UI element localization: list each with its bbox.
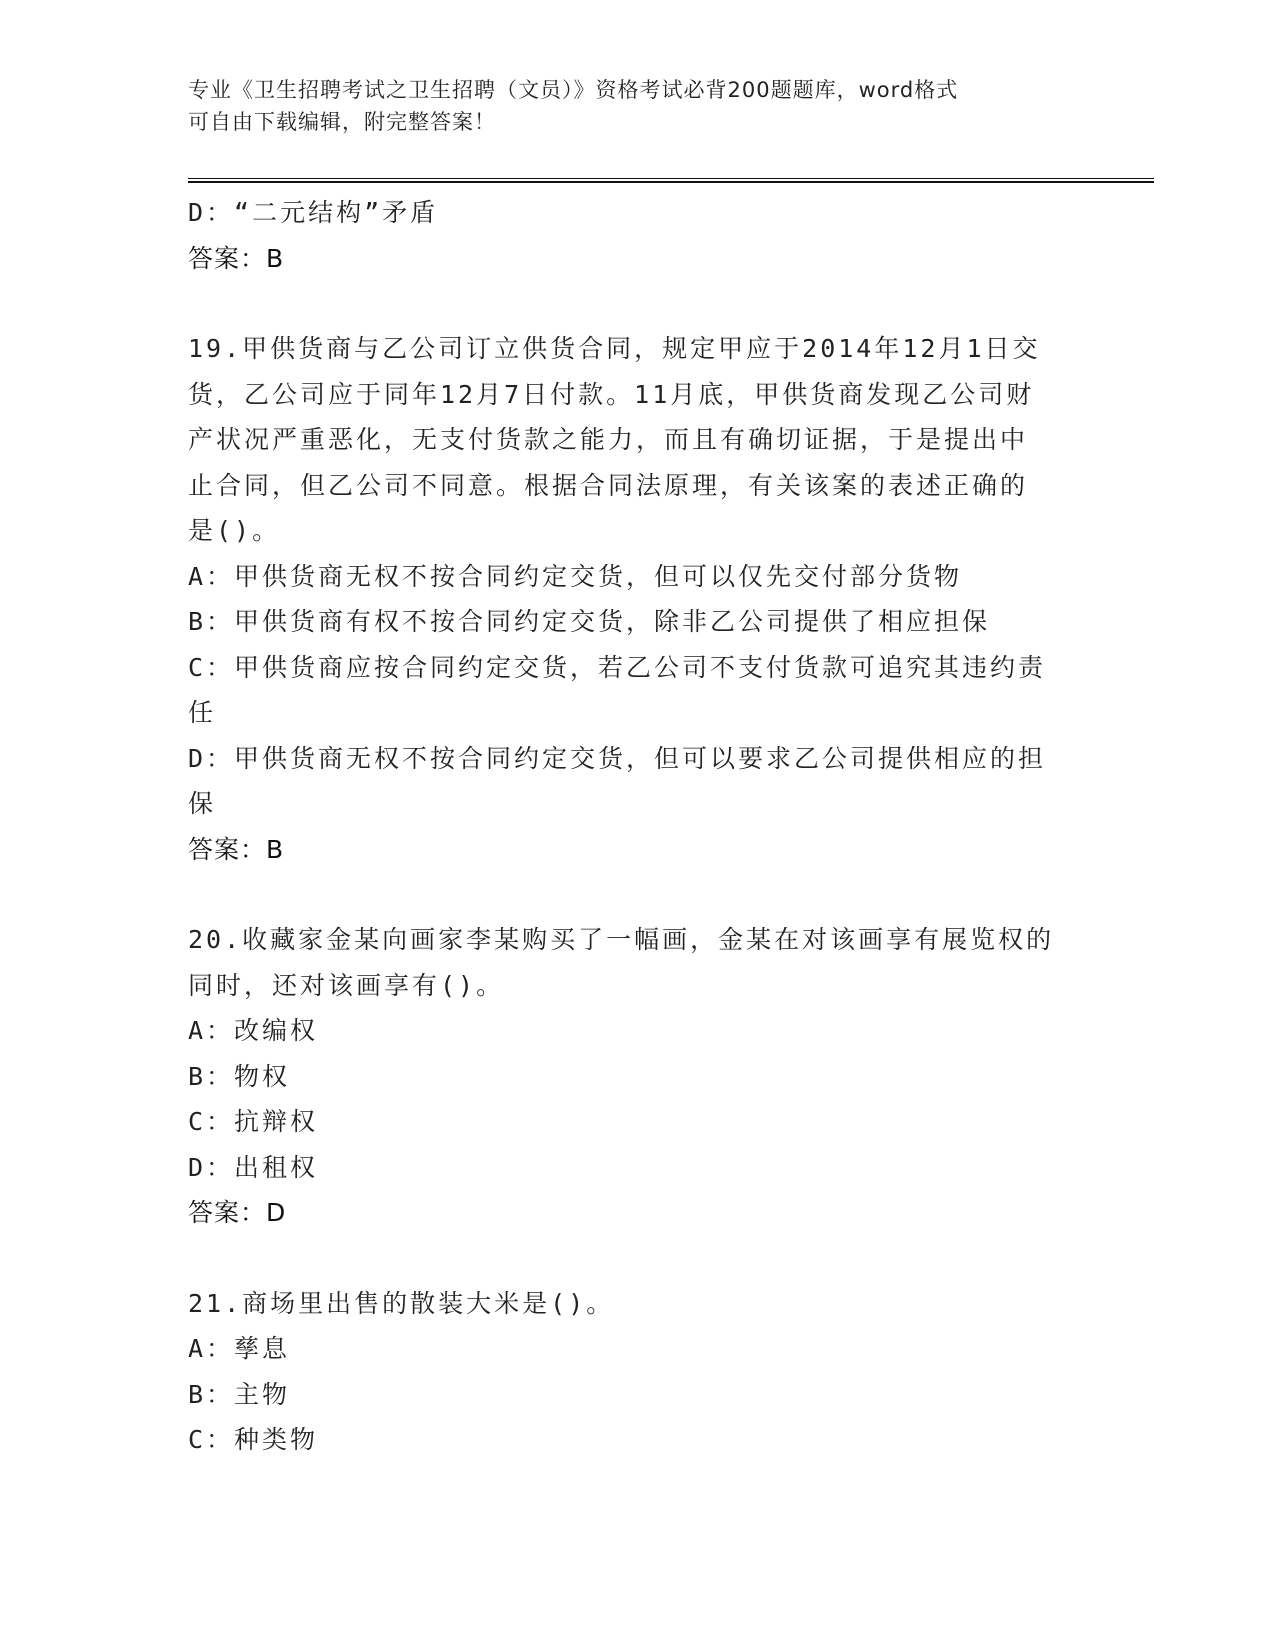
- question-content: [188, 190, 1088, 1463]
- block-spacer: [188, 281, 1088, 326]
- answer-line: 答案：B: [188, 243, 285, 273]
- block-spacer: [188, 872, 1088, 917]
- question-line: A：改编权: [188, 1016, 319, 1045]
- question-line: 任: [188, 698, 217, 727]
- question-line: 保: [188, 789, 217, 818]
- question-line: D：甲供货商无权不按合同约定交货，但可以要求乙公司提供相应的担: [188, 743, 1047, 773]
- question-line: 同时，还对该画享有()。: [188, 970, 505, 1000]
- answer-line: 答案：D: [188, 1198, 287, 1227]
- question-block: [188, 917, 1088, 1236]
- question-line: 21.商场里出售的散装大米是()。: [188, 1288, 615, 1318]
- question-line: 20.收藏家金某向画家李某购买了一幅画，金某在对该画享有展览权的: [188, 925, 1055, 954]
- header-line-2: 可自由下载编辑，附完整答案！: [188, 110, 496, 134]
- question-line: D：“二元结构”矛盾: [188, 198, 439, 227]
- question-block: [188, 190, 1088, 281]
- question-line: D：出租权: [188, 1152, 319, 1182]
- document-header: [188, 74, 1088, 138]
- question-line: B：物权: [188, 1061, 291, 1091]
- header-line-1: 专业《卫生招聘考试之卫生招聘（文员）》资格考试必背200题题库，word格式: [188, 78, 959, 102]
- question-line: 货，乙公司应于同年12月7日付款。11月底，甲供货商发现乙公司财: [188, 379, 1035, 409]
- question-line: C：种类物: [188, 1425, 319, 1454]
- question-block: [188, 326, 1088, 872]
- header-divider: [188, 178, 1154, 183]
- question-block: [188, 1281, 1088, 1463]
- question-line: 止合同，但乙公司不同意。根据合同法原理，有关该案的表述正确的: [188, 470, 1029, 500]
- question-line: B：主物: [188, 1379, 291, 1409]
- question-line: B：甲供货商有权不按合同约定交货，除非乙公司提供了相应担保: [188, 607, 991, 636]
- question-line: A：孳息: [188, 1334, 291, 1363]
- question-line: 产状况严重恶化，无支付货款之能力，而且有确切证据，于是提出中: [188, 425, 1029, 454]
- question-line: C：抗辩权: [188, 1107, 319, 1136]
- block-spacer: [188, 1236, 1088, 1281]
- question-line: 是()。: [188, 516, 281, 545]
- question-line: 19.甲供货商与乙公司订立供货合同，规定甲应于2014年12月1日交: [188, 334, 1041, 363]
- question-line: A：甲供货商无权不按合同约定交货，但可以仅先交付部分货物: [188, 561, 963, 591]
- answer-line: 答案：B: [188, 834, 285, 864]
- question-line: C：甲供货商应按合同约定交货，若乙公司不支付货款可追究其违约责: [188, 652, 1047, 682]
